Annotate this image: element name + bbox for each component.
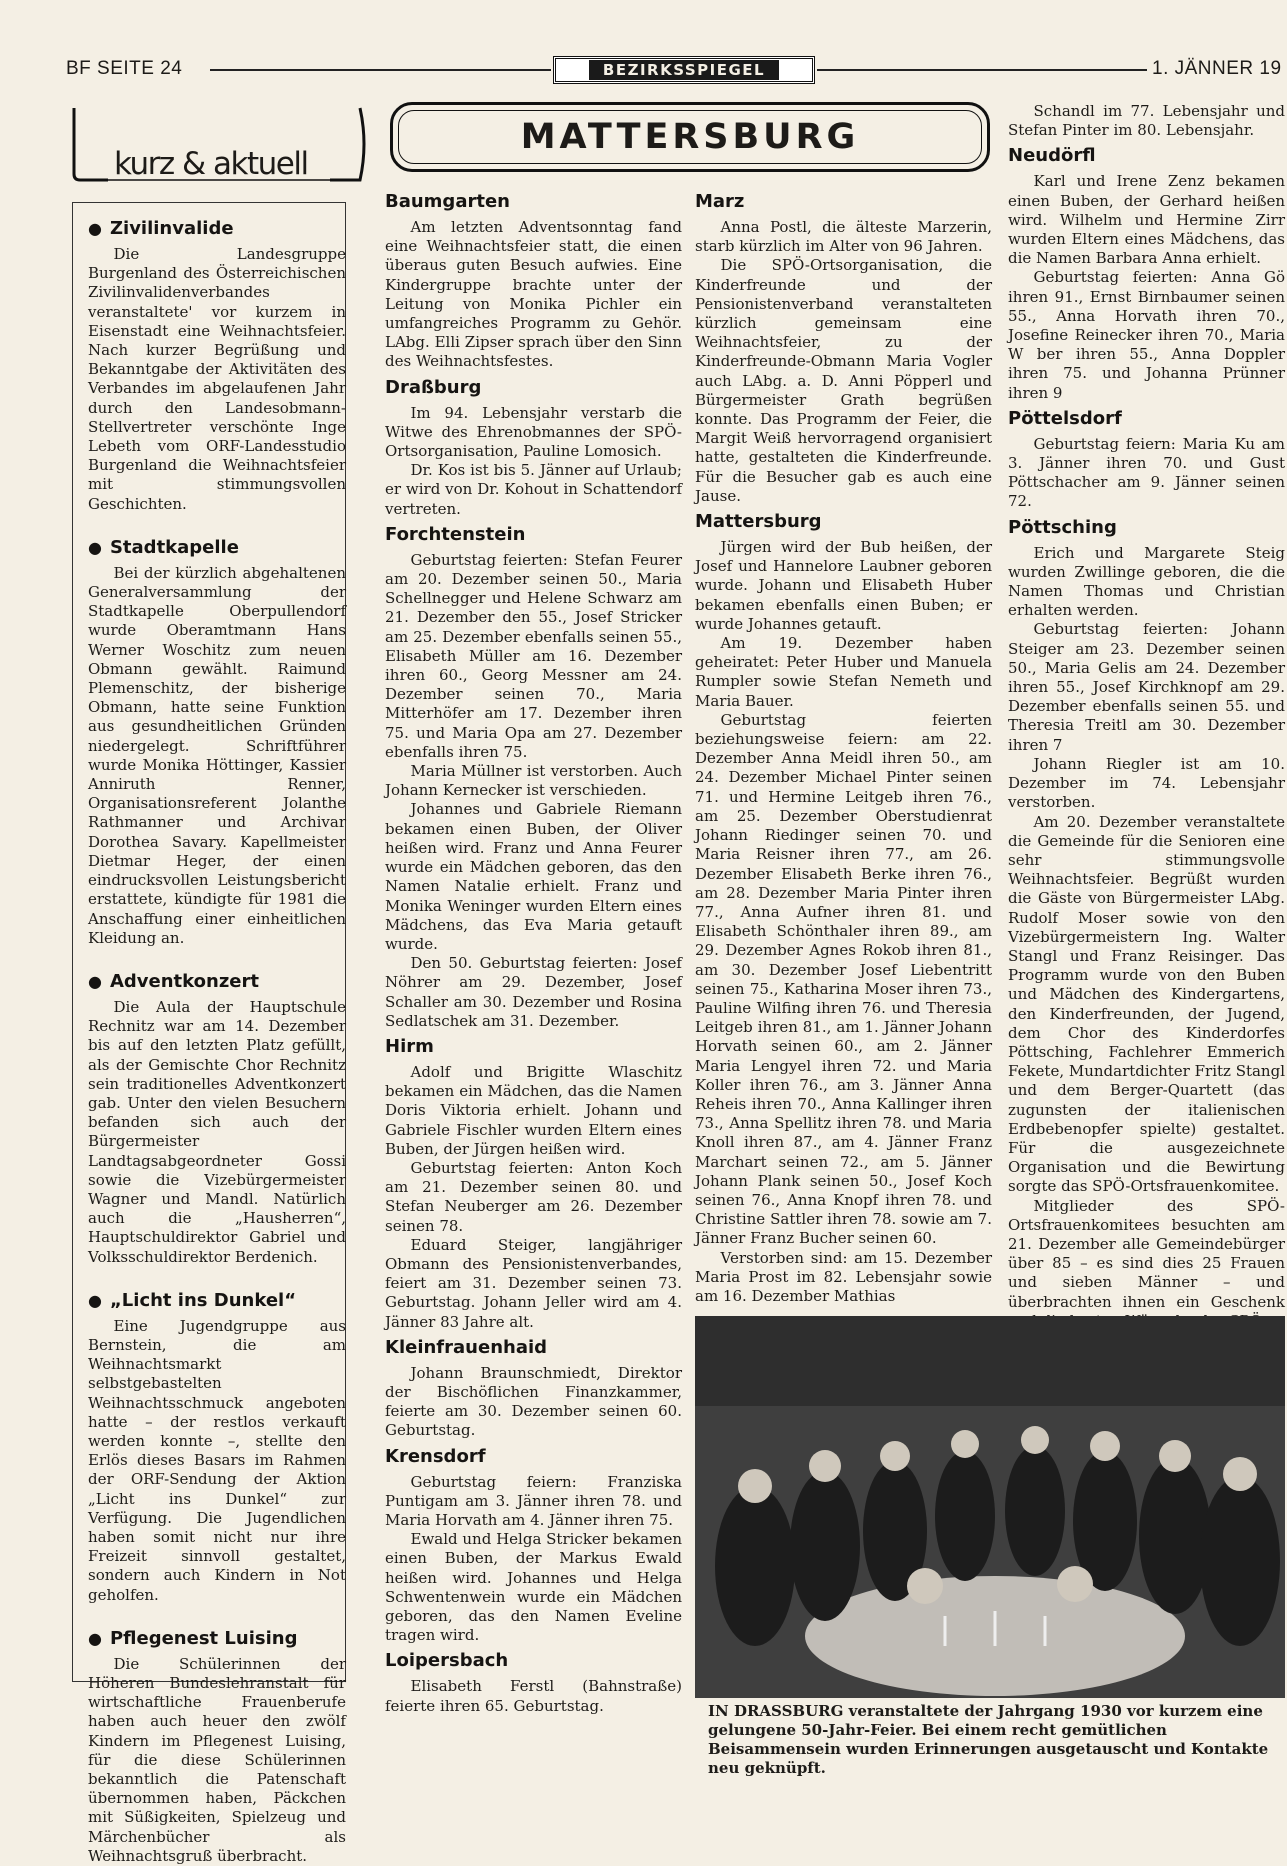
page-title: MATTERSBURG xyxy=(520,117,860,157)
article-paragraph: Geburtstag feiern: Franziska Puntigam am 3. Jänner ihren 78. und Maria Horvath am 4. Jänner ihren 75. xyxy=(385,1472,682,1529)
article-paragraph: Adolf und Brigitte Wlaschitz bekamen ein Mädchen, das die Namen Doris Viktoria erhielt. Johann und Gabriele Fischler wurden Eltern eines Buben, der Jürgen heißen wird. xyxy=(385,1062,682,1158)
article-paragraph: Die Aula der Hauptschule Rechnitz war am 14. Dezember bis auf den letzten Platz gefüllt, als der Gemischte Chor Rechnitz sein traditionelles Adventkonzert gab. Unter den vielen Besuchern befanden sich auch der Bürgermeister Landtagsabgeordneter Gossi sowie die Vizebürgermeister Wagner und Mandl. Natürlich auch die „Hausherren“, Hauptschuldirektor Gabriel und Volksschuldirektor Berdenich. xyxy=(88,997,346,1266)
section-heading-krensdorf: Krensdorf xyxy=(385,1445,486,1467)
article-paragraph: Dr. Kos ist bis 5. Jänner auf Urlaub; er wird von Dr. Kohout in Schattendorf vertreten. xyxy=(385,461,682,518)
article-paragraph: Eduard Steiger, langjähriger Obmann des Pensionistenverbandes, feiert am 31. Dezember seinen 73. Geburtstag. Johann Jeller wird am 4. Jänner 83 Jahre alt. xyxy=(385,1235,682,1331)
column-4 xyxy=(1008,102,1285,1312)
article-paragraph: Geburtstag feierten: Johann Steiger am 23. Dezember seinen 50., Maria Gelis am 24. Dezember ihren 55., Josef Kirchknopf am 29. Dezember ebenfalls seinen 55. und Theresia Treitl am 30. Dezember ihren 7 xyxy=(1008,620,1285,754)
section-heading-pöttsching: Pöttsching xyxy=(1008,516,1117,538)
article-paragraph: Bei der kürzlich abgehaltenen Generalversammlung der Stadtkapelle Oberpullendorf wurde Oberamtmann Hans Werner Woschitz zum neuen Obmann gewählt. Raimund Plemenschitz, der bisherige Obmann, hatte seine Funktion aus gesundheitlichen Gründen niedergelegt. Schriftführer wurde Monika Höttinger, Kassier Anniruth Renner, Organisationsreferent Jolanthe Rathmanner und Archivar Dorothea Savary. Kapellmeister Dietmar Heger, der einen eindrucksvollen Leistungsbericht erstattete, kündigte für 1981 die Anschaffung einer einheitlichen Kleidung an. xyxy=(88,563,346,947)
section-heading-adventkonzert: ● Adventkonzert xyxy=(88,970,346,994)
article-paragraph: Die SPÖ-Ortsorganisation, die Kinderfreunde und der Pensionistenverband veranstalteten kürzlich gemeinsam eine Weihnachtsfeier, zu der Kinderfreunde-Obmann Maria Vogler auch LAbg. a. D. Anni Pöpperl und Bürgermeister Grath begrüßen konnte. Das Programm der Feier, die Margit Weiß hervorragend organisiert hatte, gestalteten die Kinderfreunde. Für die Besucher gab es auch eine Jause. xyxy=(695,256,992,505)
column-3 xyxy=(695,188,992,1306)
article-paragraph: Schandl im 77. Lebensjahr und Stefan Pinter im 80. Lebensjahr. xyxy=(1008,102,1285,140)
article-paragraph: Jürgen wird der Bub heißen, der Josef und Hannelore Laubner geboren wurde. Johann und Elisabeth Huber bekamen ebenfalls einen Buben; er wurde Johannes getauft. xyxy=(695,538,992,633)
article-paragraph: Johann Riegler ist am 10. Dezember im 74. Lebensjahr verstorben. xyxy=(1008,754,1285,812)
section-heading-kleinfrauenhaid: Kleinfrauenhaid xyxy=(385,1336,548,1358)
article-paragraph: Geburtstag feierten: Stefan Feurer am 20. Dezember seinen 50., Maria Schellnegger und Helene Schwarz am 21. Dezember den 55., Josef Stricker am 25. Dezember ebenfalls seinen 55., Elisabeth Müller am 16. Dezember ihren 60., Georg Messner am 24. Dezember seinen 70., Maria Mitterhöfer am 17. Dezember ihren 75. und Maria Opa am 27. Dezember ebenfalls ihren 75. xyxy=(385,550,682,761)
header-rule-right xyxy=(817,69,1147,71)
article-paragraph: Am letzten Adventsonntag fand eine Weihnachtsfeier statt, die einen überaus guten Besuch aufwies. Eine Kindergruppe brachte unter der Leitung von Monika Pichler ein umfangreiches Programm zu Gehör. LAbg. Elli Zipser sprach über den Sinn des Weihnachtsfestes. xyxy=(385,218,682,371)
section-banner-label: BEZIRKSSPIEGEL xyxy=(589,60,779,80)
header-rule-left xyxy=(210,69,551,71)
article-paragraph: Johannes und Gabriele Riemann bekamen einen Buben, der Oliver heißen wird. Franz und Anna Feurer wurde ein Mädchen geboren, das den Namen Natalie erhielt. Franz und Monika Weninger wurden Eltern eines Mädchens, das Eva Maria getauft wurde. xyxy=(385,800,682,953)
article-paragraph: Geburtstag feierten: Anna Gö ihren 91., Ernst Birnbaumer seinen 55., Anna Horvath ihren 70., Josefine Reinecker ihren 70., Maria W ber ihren 55., Anna Doppler ihren 75. und Johanna Prünner ihren 9 xyxy=(1008,268,1285,402)
section-heading-marz: Marz xyxy=(695,191,745,212)
article-paragraph: Die Landesgruppe Burgenland des Österreichischen Zivilinvalidenverbandes veranstaltete' vor kurzem in Eisenstadt eine Weihnachtsfeier. Nach kurzer Begrüßung und Bekanntgabe der Aktivitäten des Verbandes im abgelaufenen Jahr durch den Landesobmann-Stellvertreter verschönte Inge Lebeth vom ORF-Landesstudio Burgenland die Weihnachtsfeier mit stimmungsvollen Geschichten. xyxy=(88,245,346,513)
article-paragraph: Elisabeth Ferstl (Bahnstraße) feierte ihren 65. Geburtstag. xyxy=(385,1677,682,1715)
section-heading-loipersbach: Loipersbach xyxy=(385,1650,509,1672)
group-photo-illustration xyxy=(695,1316,1285,1698)
article-paragraph: Anna Postl, die älteste Marzerin, starb kürzlich im Alter von 96 Jahren. xyxy=(695,218,992,256)
article-paragraph: Karl und Irene Zenz bekamen einen Buben, der Gerhard heißen wird. Wilhelm und Hermine Zirr wurden Eltern eines Mädchens, das die Namen Barbara Anna erhielt. xyxy=(1008,172,1285,268)
section-heading-neudörfl: Neudörfl xyxy=(1008,145,1096,167)
column-2 xyxy=(385,188,682,1716)
article-paragraph: Den 50. Geburtstag feierten: Josef Nöhrer am 29. Dezember, Josef Schaller am 30. Dezember und Rosina Sedlatschek am 31. Dezember. xyxy=(385,954,682,1030)
article-paragraph: Verstorben sind: am 15. Dezember Maria Prost im 82. Lebensjahr sowie am 16. Dezember Mathias xyxy=(695,1248,992,1305)
section-heading-mattersburg: Mattersburg xyxy=(695,511,822,533)
sidebar-title: kurz & aktuell xyxy=(114,146,308,182)
article-paragraph: Geburtstag feiern: Maria Ku am 3. Jänner ihren 70. und Gust Pöttschacher am 9. Jänner seinen 72. xyxy=(1008,434,1285,511)
section-heading-hirm: Hirm xyxy=(385,1035,434,1057)
article-paragraph: Die Schülerinnen der Höheren Bundeslehranstalt für wirtschaftliche Frauenberufe haben auch heuer den zwölf Kindern im Pflegenest Luising, für die diese Schülerinnen bekanntlich die Patenschaft übernommen haben, Päckchen mit Süßigkeiten, Spielzeug und Märchenbücher als Weihnachtsgruß überbracht. xyxy=(88,1654,346,1865)
section-heading-pflegenest-luising: ● Pflegenest Luising xyxy=(88,1627,346,1651)
section-heading-baumgarten: Baumgarten xyxy=(385,191,510,212)
article-paragraph: Erich und Margarete Steig wurden Zwillinge geboren, die die Namen Thomas und Christian erhalten werden. xyxy=(1008,543,1285,620)
article-paragraph: Im 94. Lebensjahr verstarb die Witwe des Ehrenobmannes der SPÖ-Ortsorganisation, Pauline Lomosich. xyxy=(385,403,682,461)
article-paragraph: Geburtstag feierten beziehungsweise feiern: am 22. Dezember Anna Meidl ihren 50., am 24. Dezember Michael Pinter seinen 71. und Hermine Leitgeb ihren 76., am 25. Dezember Oberstudienrat Johann Riedinger seinen 70. und Maria Reisner ihren 77., am 26. Dezember Elisabeth Berke ihren 76., am 28. Dezember Maria Pinter ihren 77., Anna Aufner ihren 81. und Elisabeth Schönthaler ihren 89., am 29. Dezember Agnes Rokob ihren 81., am 30. Dezember Josef Liebentritt seinen 75., Katharina Moser ihren 73., Pauline Wilfing ihren 76. und Theresia Leitgeb ihren 81., am 1. Jänner Johann Horvath seinen 60., am 2. Jänner Maria Lengyel ihren 72. und Maria Koller ihren 76., am 3. Jänner Anna Reheis ihren 70., Anna Kallinger ihren 73., Anna Spellitz ihren 78. und Maria Knoll ihren 87., am 4. Jänner Franz Marchart seinen 72., am 5. Jänner Johann Plank seinen 50., Josef Koch seinen 76., Anna Knopf ihren 78. und Christine Sattler ihren 78. sowie am 7. Jänner Franz Bucher seinen 60. xyxy=(695,710,992,1248)
section-heading-stadtkapelle: ● Stadtkapelle xyxy=(88,536,346,560)
sidebar-column xyxy=(88,215,346,1866)
section-heading-licht-ins-dunkel: ● „Licht ins Dunkel“ xyxy=(88,1289,346,1313)
page-number: BF SEITE 24 xyxy=(66,58,183,79)
article-paragraph: Maria Müllner ist verstorben. Auch Johann Kernecker ist verschieden. xyxy=(385,762,682,800)
article-paragraph: Mitglieder des SPÖ-Ortsfrauenkomitees besuchten am 21. Dezember alle Gemeindebürger über 85 – es sind dies 25 Frauen und sieben Männer – und überbrachten ihnen ein Geschenk xyxy=(1008,1196,1285,1311)
article-paragraph: Geburtstag feierten: Anton Koch am 21. Dezember seinen 80. und Stefan Neuberger am 26. Dezember seinen 78. xyxy=(385,1158,682,1235)
photo-caption: IN DRASSBURG veranstaltete der Jahrgang 1930 vor kurzem eine gelungene 50-Jahr-Feier. Bei einem recht gemütlichen Beisammensein wurden Erinnerungen ausgetauscht und Kontakte neu geknüpft. xyxy=(708,1702,1269,1777)
group-photo xyxy=(695,1316,1285,1698)
section-heading-draßburg: Draßburg xyxy=(385,376,482,398)
article-paragraph: Am 20. Dezember veranstaltete die Gemeinde für die Senioren eine sehr stimmungsvolle Weihnachtsfeier. Begrüßt wurden die Gäste von Bürgermeister LAbg. Rudolf Moser sowie von den Vizebürgermeistern Ing. Walter Stangl und Franz Reisinger. Das Programm wurde von den Buben und Mädchen des Kindergartens, den Kinderfreunden, der Jugend, dem Chor des Kinderdorfes Pöttsching, Fachlehrer Emmerich Fekete, Mundartdichter Fritz Stangl und dem Berger-Quartett (das zugunsten der italienischen Erdbebenopfer spielte) gestaltet. Für die ausgezeichnete Organisation und die Bewirtung sorgte das SPÖ-Ortsfrauenkomitee. xyxy=(1008,812,1285,1196)
article-paragraph: Johann Braunschmiedt, Direktor der Bischöflichen Finanzkammer, feierte am 30. Dezember seinen 60. Geburtstag. xyxy=(385,1363,682,1440)
article-paragraph: Am 19. Dezember haben geheiratet: Peter Huber und Manuela Rumpler sowie Stefan Nemeth und Maria Bauer. xyxy=(695,634,992,710)
section-heading-zivilinvalide: ● Zivilinvalide xyxy=(88,217,346,241)
section-banner xyxy=(553,56,815,84)
section-heading-pöttelsdorf: Pöttelsdorf xyxy=(1008,407,1122,429)
section-heading-forchtenstein: Forchtenstein xyxy=(385,523,526,545)
article-paragraph: Ewald und Helga Stricker bekamen einen Buben, der Markus Ewald heißen wird. Johannes und Helga Schwentenwein wurde ein Mädchen geboren, das den Namen Eveline tragen wird. xyxy=(385,1530,683,1645)
article-paragraph: Eine Jugendgruppe aus Bernstein, die am Weihnachtsmarkt selbstgebastelten Weihnachtsschmuck angeboten hatte – der restlos verkauft werden konnte –, stellte den Erlös dieses Basars im Rahmen der ORF-Sendung der Aktion „Licht ins Dunkel“ zur Verfügung. Die Jugendlichen haben somit nicht nur ihre Freizeit sinnvoll gestaltet, sondern auch Kindern in Not geholfen. xyxy=(88,1316,346,1604)
issue-date: 1. JÄNNER 19 xyxy=(1152,58,1282,79)
